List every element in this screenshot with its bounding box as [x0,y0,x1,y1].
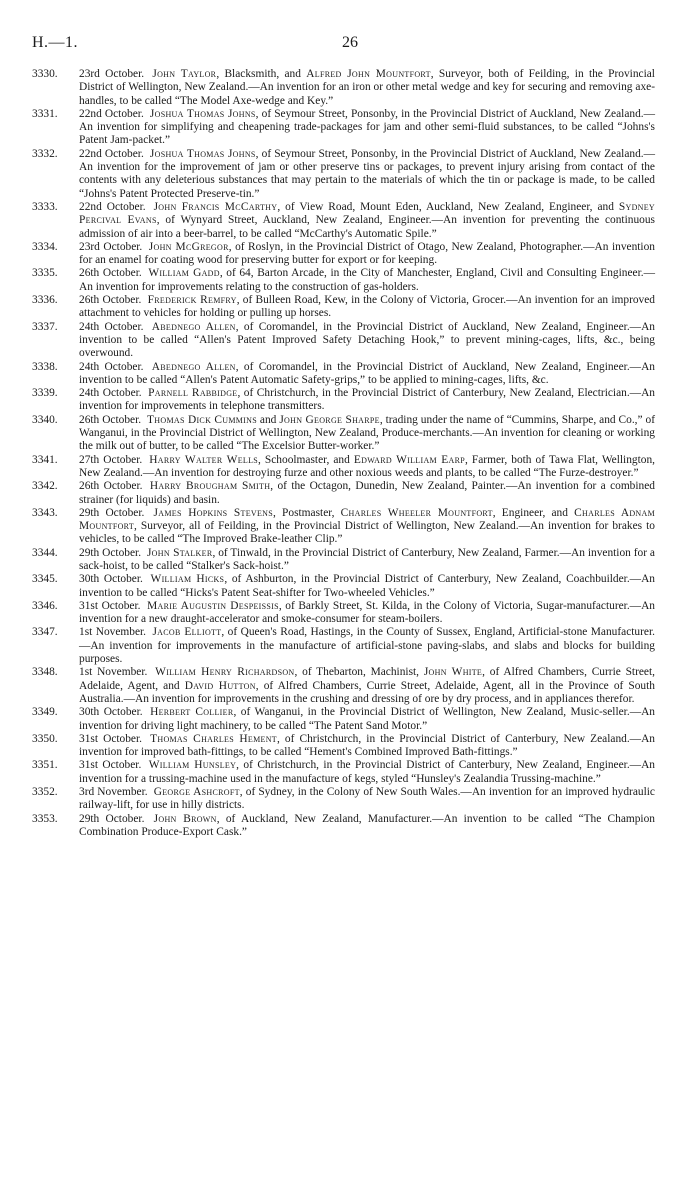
entry-text: , of Coromandel, in the Provincial District of Auckland, New Zealand, Engineer.—An invention to be called “Allen's Patent Automatic Safety-grips,” to be applied to mining-cages, lifts, &c. [79,360,655,386]
entry-number: 3333. [32,200,58,213]
patent-entry [32,454,655,481]
applicant-name: David Hutton [184,679,256,692]
entry-text: , of Christchurch, in the Provincial District of Canterbury, New Zealand.—An invention for improved bath-fittings, to be called “Hement's Combined Improved Bath-fittings.” [79,732,655,759]
entry-text: , of 64, Barton Arcade, in the City of Manchester, England, Civil and Consulting Engineer.—An invention for improvements relating to the construction of gas-holders. [79,267,655,293]
entry-text: , of Auckland, New Zealand, Manufacturer.—An invention to be called “The Champion Combination Produce-Export Cask.” [79,812,655,838]
applicant-name: William Gadd [148,267,220,280]
entry-text: , of Alfred Chambers, Currie Street, Adelaide, Agent, all in the Province of South Australia.—An invention for improvements in the crushing and dressing of ore by dry process, and in appliances therefor. [79,679,655,705]
entry-text: , of Tinwald, in the Provincial District of Canterbury, New Zealand, Farmer.—An invention for a sack-hoist, to be called “Stalker's Sack-hoist.” [79,546,655,572]
entry-number: 3338. [32,360,58,373]
entry-number: 3337. [32,320,58,333]
entry-text: , of Alfred Chambers, Currie Street, Adelaide, Agent, and [79,666,655,692]
entry-date: 1st November. [79,666,153,679]
applicant-name: Joshua Thomas Johns [149,147,256,160]
applicant-name: William Hunsley [148,759,237,772]
entry-number: 3350. [32,732,58,745]
applicant-name: Abednego Allen [151,360,236,373]
entry-number: 3340. [32,413,58,426]
entry-text: , of Bulleen Road, Kew, in the Colony of Victoria, Grocer.—An invention for an improved attachment to vehicles for holding or pulling up horses. [79,294,655,320]
patent-entry [32,361,655,388]
applicant-name: William Hicks [150,573,225,586]
entry-text: , of Christchurch, in the Provincial District of Canterbury, New Zealand, Engineer.—An invention for a trussing-machine used in the manufacture of kegs, styled “Hunsley's Zealandia Trussing-machine.” [79,759,655,785]
entry-text: , Surveyor, both of Feilding, in the Provincial District of Wellington, New Zealand.—An invention for an iron or other metal wedge and key for securing and removing axe-handles, to be called “The Model Axe-wedge and Key.” [79,68,655,107]
applicant-name: Parnell Rabbidge [148,387,238,400]
applicant-name: Thomas Dick Cummins [147,413,257,426]
page-number: 26 [342,34,358,51]
applicant-name: Charles Adnam Mountfort [79,506,655,533]
applicant-name: Marie Augustin Despeissis [147,599,279,612]
entry-text: , of Seymour Street, Ponsonby, in the Provincial District of Auckland, New Zealand.—An invention for simplifying and cheapening trade-packages for jam and other semi-fluid substances, to be called “Johns's Patent Jam-packet.” [79,107,656,147]
applicant-name: John Brown [153,812,217,825]
entry-text: , Surveyor, all of Feilding, in the Provincial District of Wellington, New Zealand.—An invention for brakes to vehicles, to be called “The Improved Brake-leather Clip.” [79,520,655,546]
entry-date: 26th October. [79,480,147,493]
entry-number: 3339. [32,387,58,400]
entry-text: , trading under the name of “Cummins, Sharpe, and Co.,” of Wanganui, in the Provincial District of Wellington, New Zealand, Produce-merchants.—An invention for cleaning or working the milk out of butter, to be called “The Excelsior Butter-worker.” [79,413,655,453]
patent-entry [32,414,655,454]
patent-entry [32,148,655,201]
applicant-name: Charles Wheeler Mountfort [340,506,493,519]
applicant-name: James Hopkins Stevens [153,506,274,519]
entry-text: , of View Road, Mount Eden, Auckland, New Zealand, Engineer, and [277,200,619,213]
applicant-name: John Francis McCarthy [153,200,278,213]
entry-date: 22nd October. [79,147,147,160]
applicant-name: George Ashcroft [153,786,240,799]
entry-text: , Farmer, both of Tawa Flat, Wellington, New Zealand.—An invention for destroying furze and other noxious weeds and plants, to be called “The Furze-destroyer.” [79,453,656,479]
entry-number: 3343. [32,506,58,519]
entry-number: 3341. [32,453,58,466]
page-header [32,34,668,56]
entry-text: , of Ashburton, in the Provincial District of Canterbury, New Zealand, Coachbuilder.—An invention to be called “Hicks's Patent Seat-shifter for Two-wheeled Vehicles.” [79,573,655,599]
applicant-name: Herbert Collier [150,706,234,719]
entry-date: 30th October. [79,706,148,719]
entry-date: 29th October. [79,506,151,519]
applicant-name: John George Sharpe [279,413,380,426]
entry-number: 3336. [32,294,58,307]
section-label: H.—1. [32,34,79,51]
applicant-name: William Henry Richardson [155,666,295,679]
entry-text: , Schoolmaster, and [258,453,354,466]
entry-date: 30th October. [79,573,148,586]
entry-number: 3345. [32,573,58,586]
patent-entry [32,387,655,414]
entry-text: and [256,413,280,426]
patent-entry [32,108,655,148]
patent-entries-list [32,68,655,839]
entry-date: 1st November. [79,626,150,639]
patent-entry [32,480,655,507]
patent-entry [32,813,655,840]
patent-entry [32,547,655,574]
entry-date: 31st October. [79,732,148,745]
entry-text: , of Thebarton, Machinist, [294,666,424,679]
patent-entry [32,733,655,760]
entry-date: 26th October. [79,413,145,426]
applicant-name: Alfred John Mountfort [306,68,431,80]
entry-text: , of Wynyard Street, Auckland, New Zealand, Engineer.—An invention for preventing the continuous admission of air into a beer-barrel, to be called “McCarthy's Automatic Spile.” [79,214,655,240]
patent-entry [32,201,655,241]
entry-number: 3331. [32,107,58,120]
entry-text: , of Christchurch, in the Provincial District of Canterbury, New Zealand, Electrician.—An invention for improvements in telephone transmitters. [79,387,655,413]
entry-number: 3342. [32,480,58,493]
entry-number: 3348. [32,666,58,679]
entry-date: 23rd October. [79,68,150,80]
applicant-name: John White [423,666,483,679]
entry-date: 29th October. [79,546,144,559]
entry-text: , of the Octagon, Dunedin, New Zealand, Painter.—An invention for a combined strainer (for liquids) and basin. [79,480,655,506]
entry-number: 3334. [32,240,58,253]
patent-entry [32,507,655,547]
entry-number: 3335. [32,267,58,280]
patent-entry [32,68,655,108]
applicant-name: John McGregor [148,240,229,253]
applicant-name: Thomas Charles Hement [150,732,277,745]
entry-date: 24th October. [79,387,146,400]
entry-date: 31st October. [79,759,146,772]
patent-entry [32,786,655,813]
patent-entry [32,294,655,321]
patent-entry [32,626,655,666]
entry-text: , of Sydney, in the Colony of New South Wales.—An invention for an improved hydraulic railway-lift, for use in hilly districts. [79,786,655,812]
entry-date: 24th October. [79,360,149,373]
entry-date: 26th October. [79,294,145,307]
entry-number: 3344. [32,546,58,559]
patent-entry [32,321,655,361]
applicant-name: Abednego Allen [151,320,236,333]
entry-text: , Blacksmith, and [216,68,307,80]
entry-date: 22nd October. [79,200,151,213]
patent-entry [32,759,655,786]
entry-date: 23rd October. [79,240,146,253]
entry-number: 3349. [32,706,58,719]
entry-date: 26th October. [79,267,146,280]
applicant-name: Sydney Percival Evans [79,200,655,227]
entry-text: , Engineer, and [492,506,575,519]
entry-number: 3332. [32,147,58,160]
entry-number: 3347. [32,626,58,639]
entry-date: 3rd November. [79,786,151,799]
entry-date: 27th October. [79,453,147,466]
applicant-name: Harry Brougham Smith [149,480,271,493]
entry-text: , of Wanganui, in the Provincial District of Wellington, New Zealand, Music-seller.—An invention for driving light machinery, to be called “The Patent Sand Motor.” [79,706,655,732]
entry-number: 3346. [32,599,58,612]
entry-date: 29th October. [79,812,151,825]
entry-text: , Postmaster, [273,506,341,519]
entry-number: 3353. [32,812,58,825]
patent-entry [32,267,655,294]
applicant-name: Jacob Elliott [152,626,222,639]
entry-date: 24th October. [79,320,149,333]
applicant-name: Edward William Earp [353,453,466,466]
entry-date: 22nd October. [79,107,147,120]
patent-entry [32,573,655,600]
patent-entry [32,600,655,627]
applicant-name: Joshua Thomas Johns [149,107,256,120]
entry-text: , of Queen's Road, Hastings, in the County of Sussex, England, Artificial-stone Manufacturer.—An invention for improvements in the manufacture of artificial-stone paving-slabs, and slabs and blocks for building purposes. [79,626,655,666]
entry-number: 3330. [32,68,58,80]
patent-entry [32,706,655,733]
applicant-name: Frederick Remfry [147,294,237,307]
applicant-name: John Stalker [146,546,213,559]
entry-number: 3352. [32,786,58,799]
entry-text: , of Seymour Street, Ponsonby, in the Provincial District of Auckland, New Zealand.—An invention for the improvement of jam or other preserve tins or packages, to prevent injury arising from contact of the contents with any deleterious substances that may pertain to the materials of which the tin or package is made, to be called “Johns's Patent Protected Preserve-tin.” [79,147,656,200]
entry-text: , of Coromandel, in the Provincial District of Auckland, New Zealand, Engineer.—An invention to be called “Allen's Patent Improved Safety Detaching Hook,” to prevent mining-cages, lifts, &c., being overwound. [79,320,655,360]
patent-entry [32,241,655,268]
applicant-name: John Taylor [152,68,217,80]
entry-text: , of Roslyn, in the Provincial District of Otago, New Zealand, Photographer.—An invention for an enamel for coating wood for preserving butter for export or for keeping. [79,240,655,267]
patent-entry [32,666,655,706]
entry-text: , of Barkly Street, St. Kilda, in the Colony of Victoria, Sugar-manufacturer.—An invention for a new draught-accelerator and smoke-consumer for steam-boilers. [79,599,655,626]
entry-number: 3351. [32,759,58,772]
entry-date: 31st October. [79,599,145,612]
applicant-name: Harry Walter Wells [149,453,259,466]
